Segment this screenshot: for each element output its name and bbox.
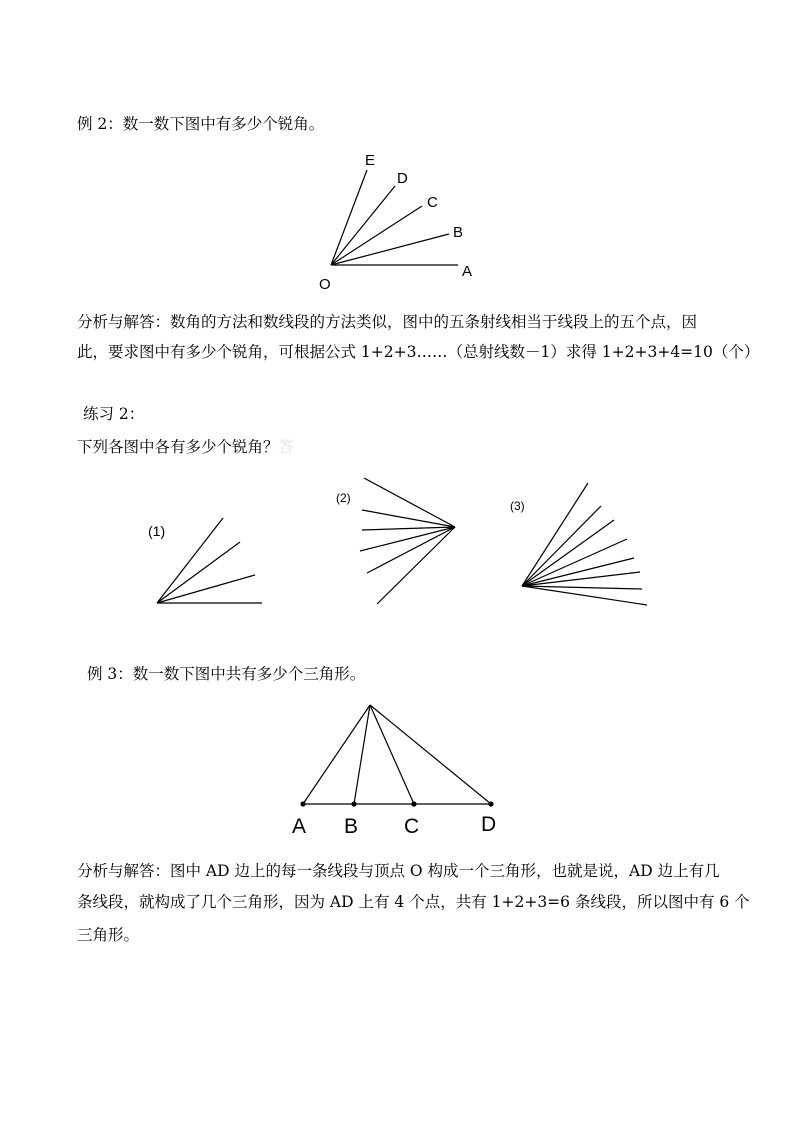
figure-3-label: (3) [510,499,525,513]
point-c [411,801,416,806]
example2-title: 例 2：数一数下图中有多少个锐角。 [77,115,325,133]
figure-2-label: (2) [336,491,351,505]
side-oa [303,705,370,804]
faint-answer-char: 答 [278,438,295,456]
side-od [370,705,491,804]
base-label-a: A [292,815,307,838]
ray-label-c: C [427,194,438,211]
example3-analysis-line1: 分析与解答：图中 AD 边上的每一条线段与顶点 O 构成一个三角形，也就是说，AD 边上有几 [77,862,720,880]
side-oc [370,705,414,804]
base-label-b: B [344,815,359,838]
ray-label-a: A [462,263,473,280]
ray-label-e: E [365,152,376,169]
ray-label-b: B [453,224,464,241]
base-label-d: D [481,813,497,836]
point-d [488,801,493,806]
example3-title: 例 3：数一数下图中共有多少个三角形。 [87,665,366,683]
base-label-c: C [404,815,420,838]
example2-analysis-line1: 分析与解答：数角的方法和数线段的方法类似，图中的五条射线相当于线段上的五个点，因 [77,313,698,331]
vertex-label-o: O [319,276,331,293]
example3-analysis-line3: 三角形。 [77,926,140,944]
ray-label-d: D [397,170,408,187]
point-b [351,801,356,806]
point-a [300,801,305,806]
example3-analysis-line2: 条线段，就构成了几个三角形，因为 AD 上有 4 个点，共有 1+2+3=6 条线段，所以图中有 6 个 [77,893,750,911]
side-ob [354,705,370,804]
practice2-question-text: 下列各图中各有多少个锐角？ [77,438,279,456]
example2-analysis-line2: 此，要求图中有多少个锐角，可根据公式 1+2+3……（总射线数－1）求得 1+2+3+4=10（个） [77,343,760,361]
figure-1-label: (1) [148,523,166,539]
practice2-title: 练习 2： [83,405,145,423]
